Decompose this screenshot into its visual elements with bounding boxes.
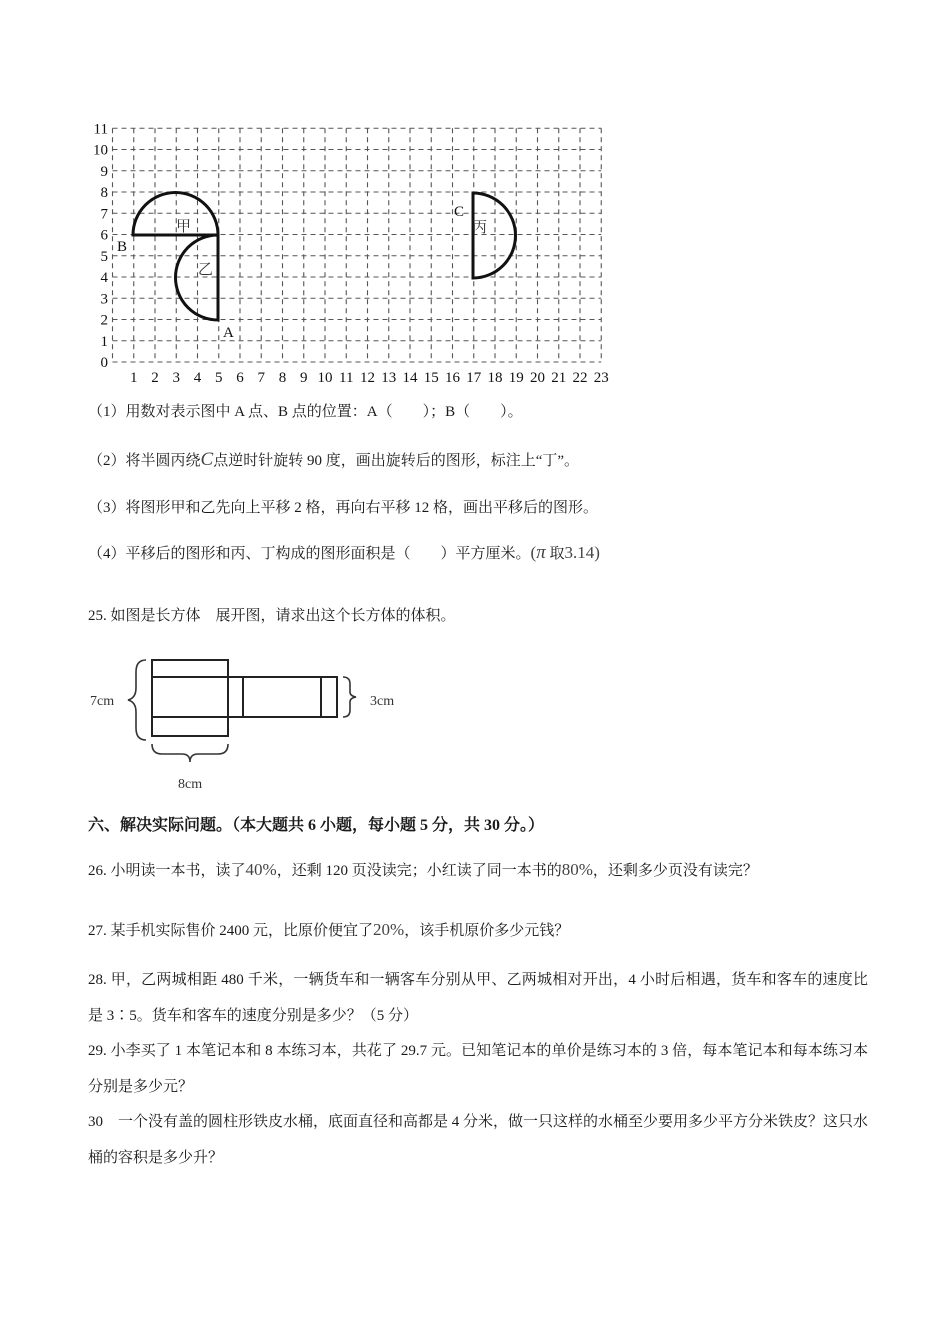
x-tick-label: 11 bbox=[339, 370, 354, 386]
x-tick-label: 15 bbox=[423, 370, 439, 386]
q24-pi: π bbox=[536, 542, 546, 563]
point-label-b: B bbox=[117, 239, 128, 255]
q24-take: 取 bbox=[549, 546, 565, 562]
net-top-face bbox=[152, 660, 228, 677]
x-tick-label: 23 bbox=[593, 370, 609, 386]
y-tick-label: 0 bbox=[100, 355, 108, 371]
y-tick-label: 8 bbox=[100, 185, 108, 201]
q24-part1: （1）用数对表示图中 A 点、B 点的位置：A（ ）；B（ ）。 bbox=[88, 404, 523, 420]
coordinate-grid-figure bbox=[80, 118, 620, 390]
grid-lines bbox=[113, 128, 602, 362]
x-tick-label: 1 bbox=[130, 370, 138, 386]
q24-paren: ( bbox=[530, 543, 537, 562]
q28-question: 28. 甲，乙两城相距 480 千米，一辆货车和一辆客车分别从甲、乙两城相对开出，4 小时后相遇，货车和客车的速度比是 3∶5。货车和客车的速度分别是多少？（5 分） bbox=[88, 972, 868, 1024]
q27-question bbox=[88, 920, 569, 941]
brace-7cm bbox=[128, 660, 146, 740]
q26-pct2: 80% bbox=[561, 860, 593, 879]
y-tick-label: 6 bbox=[100, 227, 108, 244]
q27-part2: ，该手机原价多少元钱？ bbox=[404, 923, 570, 939]
net-front-face bbox=[152, 677, 228, 717]
y-tick-label: 1 bbox=[100, 333, 108, 350]
x-tick-label: 5 bbox=[215, 370, 223, 386]
y-tick-label: 9 bbox=[100, 163, 108, 180]
q24-part3: （3）将图形甲和乙先向上平移 2 格，再向右平移 12 格，画出平移后的图形。 bbox=[88, 500, 599, 516]
q24-part2 bbox=[88, 450, 579, 471]
cuboid-net-figure bbox=[80, 650, 420, 800]
x-tick-label: 10 bbox=[317, 370, 333, 386]
x-tick-label: 18 bbox=[487, 370, 503, 386]
y-tick-label: 7 bbox=[100, 206, 108, 223]
x-tick-label: 14 bbox=[402, 370, 418, 386]
point-label-a: A bbox=[223, 325, 234, 341]
shape-label-bing: 丙 bbox=[472, 220, 488, 236]
q26-part2: ，还剩 120 页没读完；小红读了同一本书的 bbox=[276, 863, 562, 879]
q24-point-c: C bbox=[200, 449, 214, 470]
q24-part4-text: （4）平移后的图形和丙、丁构成的图形面积是（ ）平方厘米。 bbox=[88, 546, 531, 562]
q27-pct: 20% bbox=[373, 920, 405, 939]
y-axis-labels bbox=[93, 121, 109, 371]
y-tick-label: 4 bbox=[100, 270, 108, 286]
x-tick-label: 20 bbox=[530, 370, 545, 386]
y-tick-label: 11 bbox=[93, 121, 108, 138]
q26-question bbox=[88, 860, 758, 881]
q26-pct1: 40% bbox=[245, 860, 277, 879]
y-tick-label: 5 bbox=[100, 248, 108, 265]
q24-part2-after: 点逆时针旋转 90 度，画出旋转后的图形，标注上“丁”。 bbox=[213, 453, 580, 469]
x-tick-label: 13 bbox=[381, 370, 397, 386]
x-tick-label: 7 bbox=[257, 370, 265, 386]
label-3cm: 3cm bbox=[370, 694, 395, 709]
x-tick-label: 19 bbox=[508, 370, 524, 386]
x-tick-label: 6 bbox=[236, 370, 244, 386]
label-8cm: 8cm bbox=[178, 777, 203, 792]
q24-pi-value: 3.14) bbox=[564, 543, 600, 562]
q27-part1: 27. 某手机实际售价 2400 元，比原价便宜了 bbox=[88, 923, 374, 939]
q24-part2-before: （2）将半圆丙绕 bbox=[88, 453, 201, 469]
q29-question: 29. 小李买了 1 本笔记本和 8 本练习本，共花了 29.7 元。已知笔记本的单价是练习本的 3 倍，每本笔记本和每本练习本分别是多少元？ bbox=[88, 1043, 868, 1095]
y-tick-label: 3 bbox=[100, 291, 108, 308]
x-tick-label: 16 bbox=[445, 370, 460, 386]
section-6-heading: 六、解决实际问题。（本大题共 6 小题，每小题 5 分，共 30 分。） bbox=[88, 817, 545, 834]
x-tick-label: 12 bbox=[360, 370, 375, 386]
x-tick-label: 9 bbox=[300, 370, 308, 386]
x-tick-label: 8 bbox=[278, 370, 287, 386]
brace-8cm bbox=[152, 744, 228, 762]
q30-question: 30 一个没有盖的圆柱形铁皮水桶，底面直径和高都是 4 分米，做一只这样的水桶至少要用多少平方分米铁皮？这只水桶的容积是多少升？ bbox=[88, 1114, 869, 1166]
x-tick-label: 4 bbox=[193, 370, 202, 386]
x-tick-label: 3 bbox=[172, 370, 180, 386]
shape-label-jia: 甲 bbox=[176, 219, 192, 235]
brace-3cm bbox=[343, 677, 356, 717]
net-side-face-left bbox=[228, 677, 243, 717]
x-axis-labels bbox=[130, 370, 609, 386]
q24-part4 bbox=[88, 543, 600, 564]
net-side-face-right bbox=[321, 677, 337, 717]
shape-label-yi: 乙 bbox=[198, 262, 214, 278]
q25-question: 25. 如图是长方体 展开图，请求出这个长方体的体积。 bbox=[88, 608, 456, 624]
net-back-face bbox=[243, 677, 321, 717]
y-tick-label: 2 bbox=[100, 312, 108, 329]
point-label-c: C bbox=[454, 204, 465, 220]
x-tick-label: 17 bbox=[466, 370, 482, 386]
label-7cm: 7cm bbox=[90, 694, 115, 709]
q26-part1: 26. 小明读一本书，读了 bbox=[88, 863, 246, 879]
y-tick-label: 10 bbox=[93, 142, 108, 159]
x-tick-label: 21 bbox=[551, 370, 567, 386]
x-tick-label: 2 bbox=[151, 370, 159, 386]
q26-part3: ，还剩多少页没有读完？ bbox=[592, 863, 758, 879]
net-bottom-face bbox=[152, 717, 228, 736]
x-tick-label: 22 bbox=[572, 370, 588, 386]
